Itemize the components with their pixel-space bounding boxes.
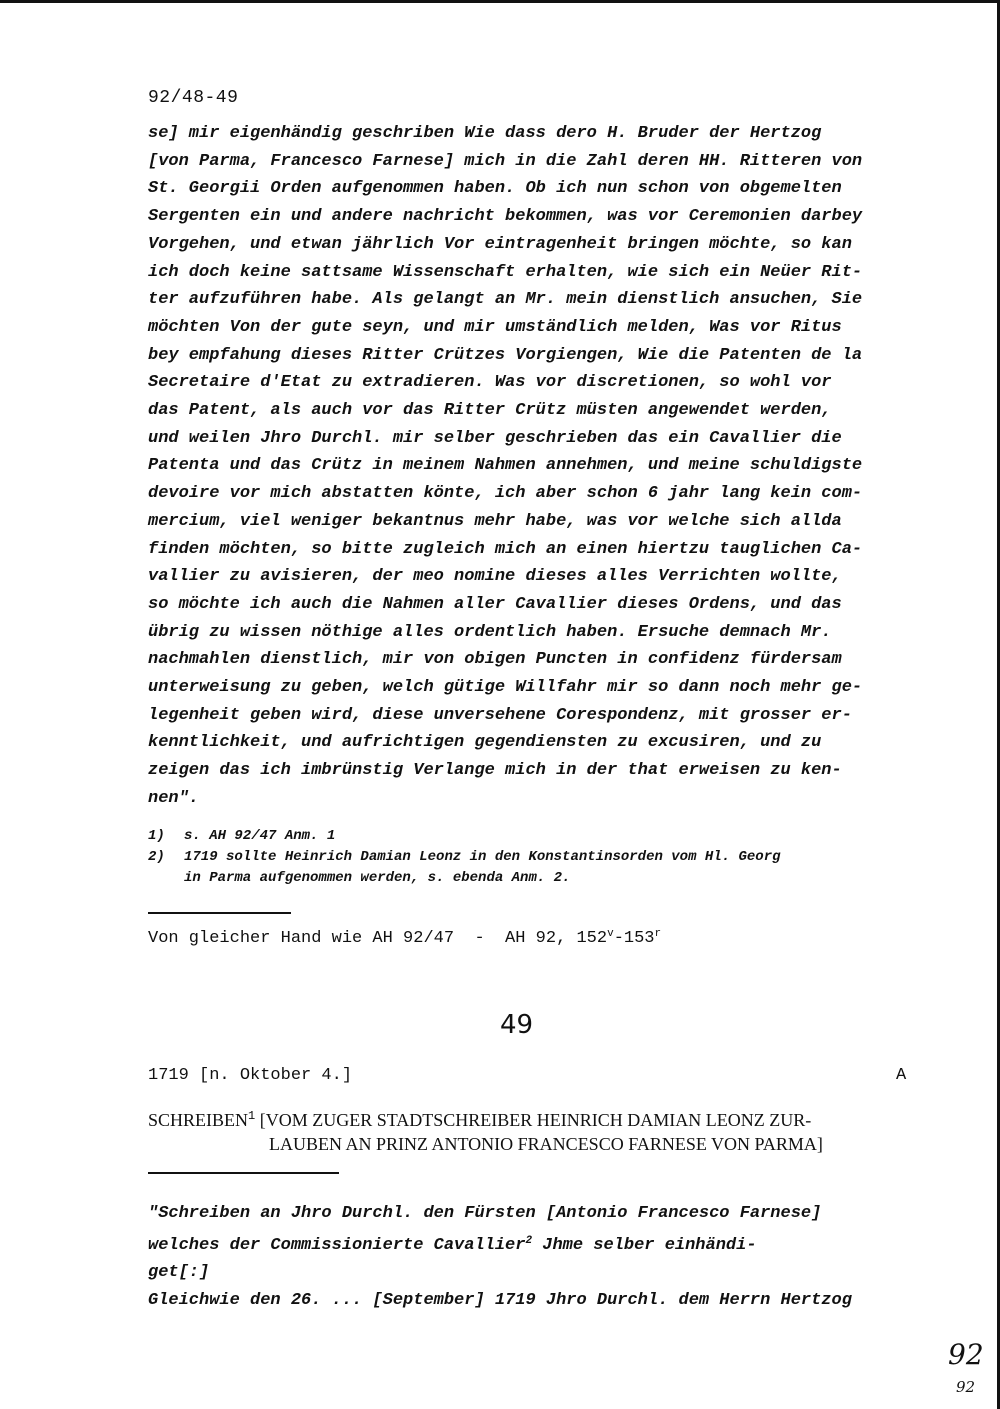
body-line: nen". [148,788,200,808]
document-class-letter: A [896,1066,907,1085]
body-line: [von Parma, Francesco Farnese] mich in die Zahl deren HH. Ritteren von [148,151,863,171]
document-heading [148,1104,928,1156]
footnote [148,826,908,847]
source-note-sup-r: r [654,928,662,940]
body-line: St. Georgii Orden aufgenommen haben. Ob ich nun schon von obgemelten [148,179,842,199]
quote-line-2 [148,1228,908,1260]
body-line: Vorgehen, und etwan jährlich Vor eintragenheit bringen möchte, so kan [148,234,852,254]
divider-rule [148,912,291,914]
page-number: 92/48-49 [148,88,239,108]
divider-rule-2 [148,1172,339,1174]
quoted-letter-text [148,1200,908,1314]
footnote-line: in Parma aufgenommen werden, s. ebenda Anm. 2. [184,870,571,886]
body-line: finden möchten, so bitte zugleich mich an einen hiertzu tauglichen Ca- [148,539,863,559]
footnote-text [184,826,335,847]
body-line: vallier zu avisieren, der meo nomine dieses alles Verrichten wollte, [148,567,842,587]
scan-frame-top-edge [0,0,1000,3]
body-line: legenheit geben wird, diese unversehene Corespondenz, mit grosser er- [148,705,852,725]
quote-line-1: "Schreiben an Jhro Durchl. den Fürsten [Antonio Francesco Farnese] [148,1204,822,1223]
footnote-number: 1) [148,828,165,844]
body-line: Patenta und das Crütz in meinem Nahmen annehmen, und meine schuldigste [148,456,863,476]
handwritten-page-number: 92 [948,1338,984,1371]
footnotes [148,826,908,889]
source-note-text: Von gleicher Hand wie AH 92/47 - AH 92, 152 [148,929,608,948]
quote-footnote-mark: 2 [525,1234,533,1247]
heading-prefix: SCHREIBEN [148,1110,249,1130]
body-line: kenntlichkeit, und aufrichtigen gegendiensten zu excusiren, und zu [148,733,822,753]
handwritten-page-number-small: 92 [956,1378,976,1396]
body-line: Sergenten ein und andere nachricht bekommen, was vor Ceremonien darbey [148,207,863,227]
heading-line-2: LAUBEN AN PRINZ ANTONIO FRANCESCO FARNESE VON PARMA] [269,1134,823,1154]
source-note-mid: -153 [613,929,655,948]
footnote-number: 2) [148,849,165,865]
body-line: unterweisung zu geben, welch gütige Willfahr mir so dann noch mehr ge- [148,678,863,698]
body-line: ich doch keine sattsame Wissenschaft erhalten, wie sich ein Neüer Rit- [148,262,863,282]
body-line: und weilen Jhro Durchl. mir selber geschrieben das ein Cavallier die [148,428,842,448]
body-line: mercium, viel weniger bekantnus mehr habe, was vor welche sich allda [148,511,842,531]
quote-line-3: get[:] [148,1263,210,1282]
footnote [148,847,908,889]
heading-line-1 [148,1104,928,1132]
quote-line-4: Gleichwie den 26. ... [September] 1719 Jhro Durchl. dem Herrn Hertzog [148,1290,852,1310]
footnote-line: s. AH 92/47 Anm. 1 [184,828,336,844]
body-line: möchten Von der gute seyn, und mir umständlich melden, Was vor Ritus [148,317,842,337]
quote-line-2-after: Jhme selber einhändi- [532,1235,757,1255]
heading-rest: [VOM ZUGER STADTSCHREIBER HEINRICH DAMIAN LEONZ ZUR- [255,1110,812,1130]
document-date: 1719 [n. Oktober 4.] [148,1066,353,1085]
body-line: nachmahlen dienstlich, mir von obigen Puncten in confidenz fürdersam [148,650,842,670]
body-line: devoire vor mich abstatten könte, ich aber schon 6 jahr lang kein com- [148,484,863,504]
body-line: das Patent, als auch vor das Ritter Crütz müsten angewendet werden, [148,401,832,421]
quote-line-2-before: welches der Commissionierte Cavallier [148,1235,526,1255]
footnote-text [184,847,781,889]
body-line: ter aufzuführen habe. Als gelangt an Mr. mein dienstlich ansuchen, Sie [148,290,863,310]
footnote-line: 1719 sollte Heinrich Damian Leonz in den Konstantinsorden vom Hl. Georg [184,849,781,865]
body-line: Secretaire d'Etat zu extradieren. Was vor discretionen, so wohl vor [148,373,832,393]
source-note [148,928,661,948]
source-note-sup-v: v [607,928,614,940]
body-line: se] mir eigenhändig geschriben Wie dass dero H. Bruder der Hertzog [148,124,822,143]
heading-footnote-mark: 1 [248,1109,256,1123]
body-line: übrig zu wissen nöthige alles ordentlich haben. Ersuche demnach Mr. [148,622,832,642]
body-line: bey empfahung dieses Ritter Crützes Vorgiengen, Wie die Patenten de la [148,345,863,365]
letter-body-text [148,120,908,813]
body-line: so möchte ich auch die Nahmen aller Cavallier dieses Ordens, und das [148,594,842,614]
body-line: zeigen das ich imbrünstig Verlange mich in der that erweisen zu ken- [148,761,842,781]
document-number: 49 [500,1010,534,1040]
